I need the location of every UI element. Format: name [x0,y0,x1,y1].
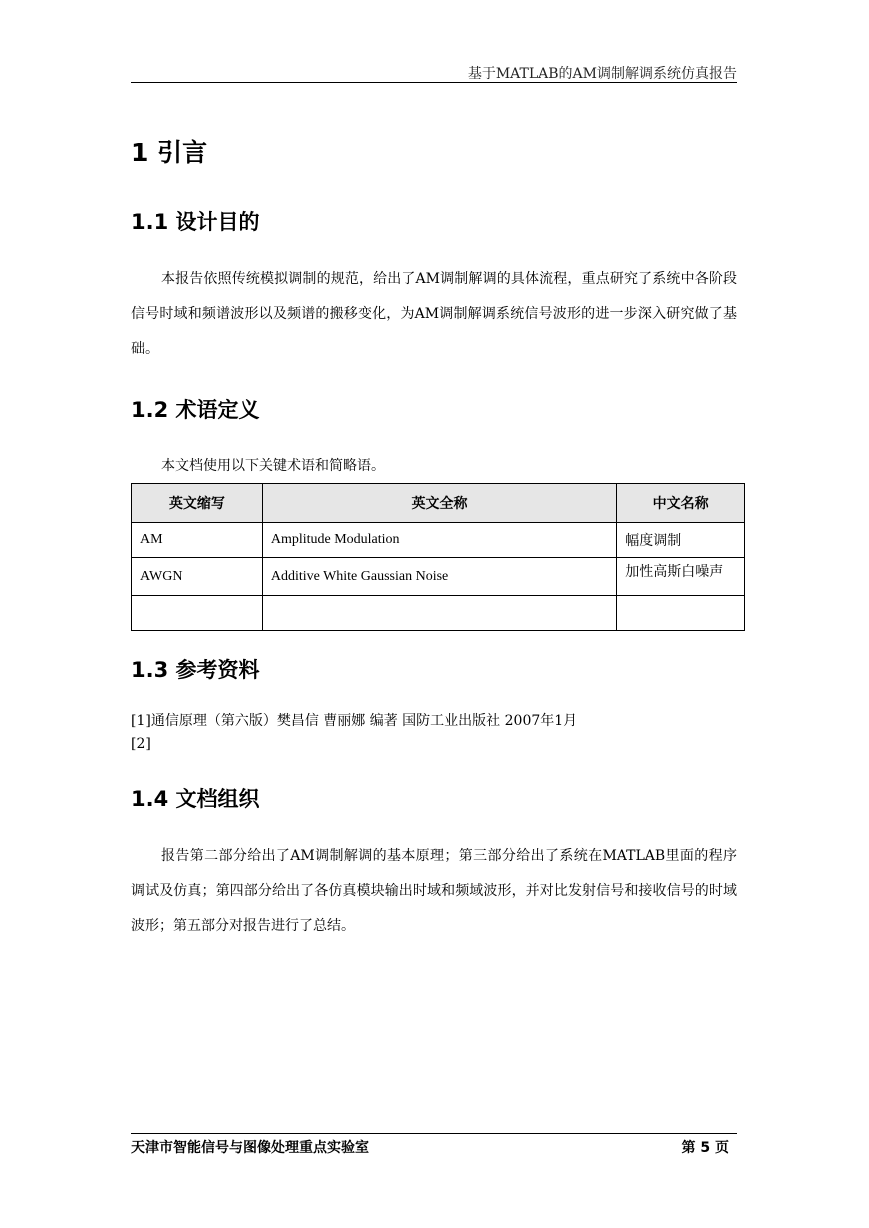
table-cell: AM [132,523,263,558]
col-header-full-name: 英文全称 [262,484,616,523]
table-row [132,596,745,631]
table-cell: Additive White Gaussian Noise [262,558,616,596]
chapter-title: 1 引言 [131,138,208,167]
table-row [132,523,745,558]
section-body-1-1: 本报告依照传统模拟调制的规范，给出了AM调制解调的具体流程，重点研究了系统中各阶段信号时域和频谱波形以及频谱的搬移变化，为AM调制解调系统信号波形的进一步深入研究做了基础。 [131,271,737,357]
footer-rule [131,1133,737,1134]
col-header-chinese-name: 中文名称 [617,484,745,523]
table-cell: 加性高斯白噪声 [617,558,745,596]
section-title-1-4: 1.4 文档组织 [131,787,260,811]
section-title-1-3: 1.3 参考资料 [131,658,260,682]
running-header: 基于MATLAB的AM调制解调系统仿真报告 [467,66,737,82]
table-cell: 幅度调制 [617,523,745,558]
header-rule [131,82,737,83]
reference-item-1: [1]通信原理（第六版）樊昌信 曹丽娜 编著 国防工业出版社 2007年1月 [131,713,578,729]
table-cell: Amplitude Modulation [262,523,616,558]
page-number: 第 5 页 [681,1140,729,1156]
section-title-1-1: 1.1 设计目的 [131,210,260,234]
table-row [132,558,745,596]
footer-organization: 天津市智能信号与图像处理重点实验室 [131,1140,369,1156]
table-header-row [132,484,745,523]
table-cell: AWGN [132,558,263,596]
section-body-1-4: 报告第二部分给出了AM调制解调的基本原理；第三部分给出了系统在MATLAB里面的程序调试及仿真；第四部分给出了各仿真模块输出时域和频域波形，并对比发射信号和接收信号的时域波形；第五部分对报告进行了总结。 [131,848,737,934]
col-header-abbr: 英文缩写 [132,484,263,523]
terms-table [131,483,745,631]
table-intro: 本文档使用以下关键术语和简略语。 [161,458,385,474]
table-cell [262,596,616,631]
reference-item-2: [2] [131,736,151,752]
table-cell [617,596,745,631]
section-title-1-2: 1.2 术语定义 [131,398,260,422]
table-cell [132,596,263,631]
